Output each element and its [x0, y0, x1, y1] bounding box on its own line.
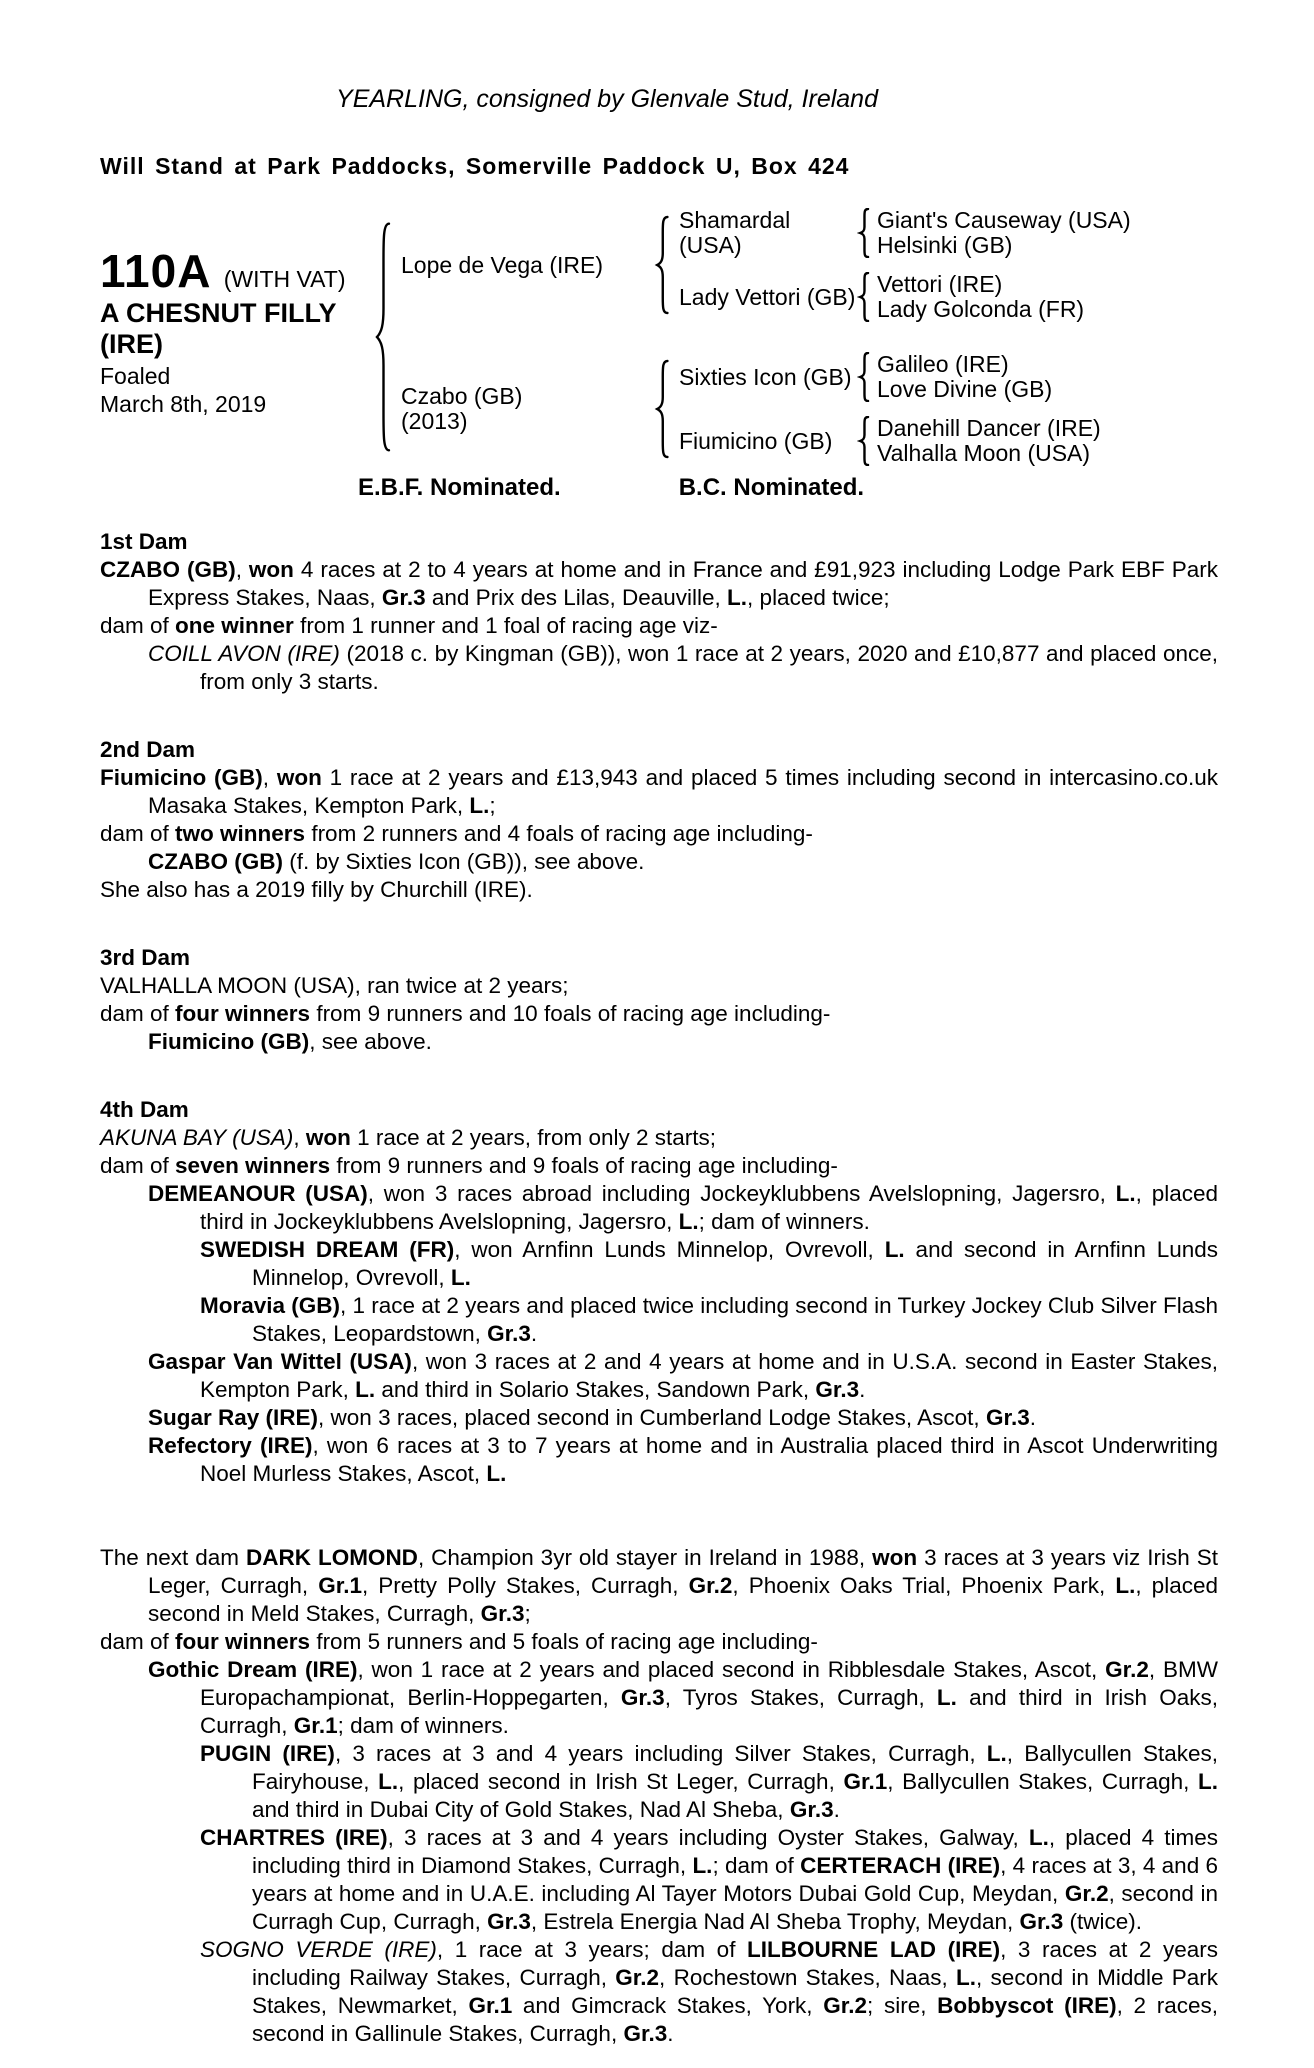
text-run: four winners: [175, 1001, 311, 1026]
text-run: ; dam of winners.: [337, 1713, 509, 1738]
text-run: , Rochestown Stakes, Naas,: [659, 1965, 957, 1990]
catalog-paragraph: [100, 1152, 1218, 1180]
text-run: Gr.3: [1019, 1909, 1064, 1934]
brace-icon: [857, 352, 870, 402]
lot-vat-note: (WITH VAT): [223, 265, 346, 292]
catalog-paragraph: [100, 876, 1218, 904]
catalog-paragraph: [100, 1028, 1218, 1056]
text-run: SOGNO VERDE (IRE): [200, 1937, 437, 1962]
text-run: LILBOURNE LAD (IRE): [747, 1937, 1001, 1962]
great-grandparents-pair: [870, 272, 1084, 322]
text-run: Gr.3: [985, 1405, 1030, 1430]
text-run: from 5 runners and 5 foals of racing age including-: [310, 1629, 818, 1654]
text-run: , won 3 races at 2 and 4 years at home and in U.S.A. second in Easter Stakes, Kempton Park,: [200, 1349, 1218, 1402]
bc-nominated-label: B.C. Nominated.: [678, 474, 865, 501]
text-run: , 3 races at 3 and 4 years including Silver Stakes, Curragh,: [334, 1741, 987, 1766]
text-run: , 3 races at 3 and 4 years including Oyster Stakes, Galway,: [387, 1825, 1029, 1850]
grandsire-branch: [670, 352, 1101, 402]
text-run: dam of: [100, 1001, 176, 1026]
text-run: 1 race at 2 years, from only 2 starts;: [350, 1125, 717, 1150]
text-run: L.: [936, 1685, 957, 1710]
text-run: L.: [1115, 1181, 1136, 1206]
text-run: won: [248, 557, 294, 582]
catalog-paragraph: [100, 820, 1218, 848]
stand-location-line: Will Stand at Park Paddocks, Somerville Paddock U, Box 424: [100, 153, 850, 179]
dam-section: [100, 1544, 1218, 2048]
text-run: Gr.3: [623, 2021, 668, 2046]
text-run: Gr.3: [487, 1909, 531, 1934]
text-run: Moravia (GB): [200, 1293, 341, 1318]
text-run: CZABO (GB): [100, 557, 236, 582]
text-run: , won Arnfinn Lunds Minnelop, Ovrevoll,: [454, 1237, 885, 1262]
brace-icon: [372, 219, 392, 455]
catalog-paragraph: [100, 1628, 1218, 1656]
text-run: dam of: [100, 1153, 176, 1178]
text-run: , Pretty Polly Stakes, Curragh,: [361, 1573, 689, 1598]
text-run: , 1 race at 2 years and placed twice including second in Turkey Jockey Club Silver Flash Stakes, Leopardstown,: [252, 1293, 1218, 1346]
text-run: won: [276, 765, 322, 790]
great-grandparent-name: Galileo (IRE): [877, 351, 1009, 377]
text-run: ; sire,: [867, 1993, 938, 2018]
text-run: .: [833, 1797, 840, 1822]
text-run: COILL AVON (IRE): [148, 641, 340, 666]
lot-number: 110A: [100, 244, 212, 297]
text-run: L.: [884, 1237, 905, 1262]
text-run: SWEDISH DREAM (FR): [200, 1237, 455, 1262]
catalog-paragraph: [100, 1236, 1218, 1292]
text-run: (f. by Sixties Icon (GB)), see above.: [282, 849, 645, 874]
text-run: four winners: [175, 1629, 311, 1654]
text-run: and third in Solario Stakes, Sandown Park,: [375, 1377, 816, 1402]
nominations-row: [100, 474, 1218, 502]
catalog-paragraph: [100, 640, 1218, 696]
text-run: Gr.1: [468, 1993, 513, 2018]
text-run: Fiumicino (GB): [148, 1029, 310, 1054]
text-run: L.: [1198, 1769, 1218, 1794]
text-run: , 1 race at 3 years; dam of: [436, 1937, 748, 1962]
catalog-paragraph: [100, 1404, 1218, 1432]
great-grandparent-name: Vettori (IRE): [877, 271, 1003, 297]
text-run: ,: [293, 1125, 306, 1150]
section-heading: 4th Dam: [100, 1097, 189, 1122]
text-run: and Gimcrack Stakes, York,: [512, 1993, 824, 2018]
text-run: Gr.3: [480, 1601, 525, 1626]
horse-name-line2: (IRE): [100, 328, 163, 359]
text-run: , won 6 races at 3 to 7 years at home and in Australia placed third in Ascot Underwriting Noel Murless Stakes, Ascot,: [200, 1433, 1218, 1486]
text-run: Gr.2: [688, 1573, 733, 1598]
granddam-branch: [670, 272, 1131, 322]
foaled-label: Foaled: [100, 362, 171, 389]
text-run: Refectory (IRE): [148, 1433, 313, 1458]
text-run: , placed second in Irish St Leger, Curragh,: [398, 1769, 844, 1794]
text-run: Bobbyscot (IRE): [937, 1993, 1117, 2018]
text-run: from 1 runner and 1 foal of racing age viz-: [293, 613, 718, 638]
text-run: dam of: [100, 1629, 176, 1654]
text-run: .: [667, 2021, 674, 2046]
text-run: , won 3 races, placed second in Cumberland Lodge Stakes, Ascot,: [318, 1405, 986, 1430]
text-run: won: [305, 1125, 351, 1150]
text-run: ;: [524, 1601, 531, 1626]
text-run: ;: [489, 793, 496, 818]
sire-name: Lope de Vega (IRE): [401, 251, 604, 278]
text-run: Gr.3: [789, 1797, 834, 1822]
pedigree-parents-column: [392, 208, 1131, 466]
brace-icon: [857, 208, 870, 258]
text-run: won: [872, 1545, 918, 1570]
text-run: Gr.2: [1105, 1657, 1149, 1682]
dam-name: [392, 384, 653, 434]
text-run: , placed third in Jockeyklubbens Avelslopning, Jagersro,: [200, 1181, 1218, 1234]
catalog-paragraph: [100, 848, 1218, 876]
catalog-paragraph: [100, 1000, 1218, 1028]
catalog-paragraph: [100, 1824, 1218, 1936]
brace-icon: [857, 272, 870, 322]
text-run: Gr.1: [318, 1573, 362, 1598]
text-run: , won 3 races abroad including Jockeyklubbens Avelslopning, Jagersro,: [367, 1181, 1116, 1206]
text-run: VALHALLA MOON (USA), ran twice at 2 years;: [100, 973, 569, 998]
catalog-paragraph: [100, 1180, 1218, 1236]
catalog-paragraph: [100, 612, 1218, 640]
dam-section: [100, 528, 1218, 696]
text-run: Gr.2: [615, 1965, 660, 1990]
great-grandparent-name: Helsinki (GB): [877, 232, 1013, 258]
dam-year: (2013): [401, 408, 468, 434]
catalog-paragraph: [100, 1292, 1218, 1348]
text-run: , placed second in Meld Stakes, Curragh,: [148, 1573, 1218, 1626]
text-run: L.: [956, 1965, 977, 1990]
text-run: , placed twice;: [747, 585, 890, 610]
text-run: .: [1029, 1405, 1036, 1430]
text-run: from 2 runners and 4 foals of racing age including-: [305, 821, 813, 846]
dam-branch: [392, 352, 1131, 466]
text-run: and second in Arnfinn Lunds Minnelop, Ovrevoll,: [252, 1237, 1219, 1290]
text-run: Gr.1: [843, 1769, 888, 1794]
text-run: L.: [355, 1377, 376, 1402]
text-run: , second in Middle Park Stakes, Newmarket,: [252, 1965, 1218, 2018]
page-title: YEARLING, consigned by Glenvale Stud, Ireland: [336, 85, 878, 113]
text-run: , 2 races, second in Gallinule Stakes, Curragh,: [252, 1993, 1218, 2046]
horse-name: [100, 298, 372, 360]
text-run: ; dam of: [712, 1853, 801, 1878]
granddam-branch: [670, 416, 1101, 466]
text-run: , Champion 3yr old stayer in Ireland in 1988,: [417, 1545, 873, 1570]
text-run: 4 races at 2 to 4 years at home and in France and £91,923 including Lodge Park EBF Park Express Stakes, Naas,: [148, 557, 1218, 610]
text-run: , placed 4 times including third in Diamond Stakes, Curragh,: [252, 1825, 1218, 1878]
text-run: , Ballycullen Stakes, Curragh,: [887, 1769, 1198, 1794]
catalog-paragraph: [100, 1432, 1218, 1488]
text-run: , 4 races at 3, 4 and 6 years at home and in U.A.E. including Al Tayer Motors Dubai Gold Cup, Meydan,: [252, 1853, 1219, 1906]
catalog-paragraph: [100, 972, 1218, 1000]
text-run: , Phoenix Oaks Trial, Phoenix Park,: [732, 1573, 1116, 1598]
catalog-paragraph: [100, 1656, 1218, 1740]
foaled-info: [100, 362, 372, 418]
great-grandparents-pair: [870, 416, 1101, 466]
text-run: AKUNA BAY (USA): [100, 1125, 294, 1150]
lot-number-row: [100, 244, 372, 297]
great-grandparent-name: Lady Golconda (FR): [877, 296, 1085, 322]
text-run: , second in Curragh Cup, Curragh,: [252, 1881, 1218, 1934]
dam-name-line: Czabo (GB): [401, 383, 523, 409]
text-run: L.: [486, 1461, 507, 1486]
lot-info: [100, 244, 372, 418]
text-run: 1 race at 2 years and £13,943 and placed 5 times including second in intercasino.co.uk Masaka Stakes, Kempton Park,: [148, 765, 1218, 818]
text-run: , Ballycullen Stakes, Fairyhouse,: [252, 1741, 1218, 1794]
granddam-name: Lady Vettori (GB): [679, 283, 856, 310]
text-run: L.: [1028, 1825, 1049, 1850]
text-run: and third in Dubai City of Gold Stakes, Nad Al Sheba,: [252, 1797, 790, 1822]
pedigree-tree: [372, 208, 1218, 466]
dam-grandparents-column: [670, 352, 1101, 466]
text-run: She also has a 2019 filly by Churchill (IRE).: [100, 877, 533, 902]
text-run: Fiumicino (GB): [100, 765, 263, 790]
brace-icon: [653, 215, 670, 315]
pedigree-block: [100, 208, 1218, 466]
text-run: PUGIN (IRE): [200, 1741, 335, 1766]
text-run: , 3 races at 2 years including Railway Stakes, Curragh,: [252, 1937, 1219, 1990]
text-run: L.: [692, 1853, 713, 1878]
text-run: .: [530, 1321, 538, 1346]
catalog-body: [100, 528, 1218, 2048]
great-grandparent-name: Giant's Causeway (USA): [877, 207, 1131, 233]
section-heading: 3rd Dam: [100, 945, 191, 970]
text-run: dam of: [100, 613, 176, 638]
text-run: seven winners: [175, 1153, 331, 1178]
sire-branch: [392, 208, 1131, 322]
text-run: Gr.1: [293, 1713, 338, 1738]
text-run: DARK LOMOND: [245, 1545, 418, 1570]
text-run: (2018 c. by Kingman (GB)), won 1 race at 2 years, 2020 and £10,877 and placed once, from only 3 starts.: [200, 641, 1218, 694]
text-run: L.: [450, 1265, 471, 1290]
text-run: ; dam of winners.: [698, 1209, 870, 1234]
dam-section: [100, 736, 1218, 904]
horse-name-line1: A CHESNUT FILLY: [100, 297, 337, 328]
text-run: CERTERACH (IRE): [800, 1853, 1001, 1878]
grandsire-name: Shamardal (USA): [679, 207, 791, 258]
text-run: CZABO (GB): [148, 849, 283, 874]
text-run: L.: [469, 793, 490, 818]
catalog-paragraph: [100, 1740, 1218, 1824]
ebf-nominated-label: E.B.F. Nominated.: [358, 474, 561, 501]
text-run: one winner: [175, 613, 294, 638]
text-run: Gr.3: [381, 585, 426, 610]
granddam-name: Fiumicino (GB): [679, 427, 833, 454]
text-run: Gr.3: [815, 1377, 860, 1402]
grandsire-name: Sixties Icon (GB): [679, 363, 852, 390]
great-grandparent-name: Valhalla Moon (USA): [877, 440, 1091, 466]
great-grandparents-pair: [870, 208, 1131, 258]
text-run: and Prix des Lilas, Deauville,: [425, 585, 728, 610]
text-run: , BMW Europachampionat, Berlin-Hoppegarten,: [200, 1657, 1218, 1710]
text-run: Gr.3: [620, 1685, 665, 1710]
text-run: L.: [727, 585, 748, 610]
great-grandparent-name: Danehill Dancer (IRE): [877, 415, 1101, 441]
catalog-paragraph: [100, 1348, 1218, 1404]
text-run: , see above.: [309, 1029, 432, 1054]
text-run: from 9 runners and 9 foals of racing age including-: [330, 1153, 838, 1178]
brace-icon: [653, 359, 670, 459]
brace-icon: [857, 416, 870, 466]
text-run: ,: [235, 557, 249, 582]
dam-section: [100, 1096, 1218, 1488]
text-run: .: [859, 1377, 866, 1402]
catalog-paragraph: [100, 764, 1218, 820]
text-run: L.: [678, 1209, 699, 1234]
text-run: , won 1 race at 2 years and placed second in Ribblesdale Stakes, Ascot,: [357, 1657, 1106, 1682]
text-run: 3 races at 3 years viz Irish St Leger, Curragh,: [148, 1545, 1219, 1598]
text-run: DEMEANOUR (USA): [148, 1181, 368, 1206]
catalog-paragraph: [100, 1124, 1218, 1152]
text-run: Gr.2: [823, 1993, 868, 2018]
catalog-paragraph: [100, 556, 1218, 612]
text-run: The next dam: [100, 1545, 246, 1570]
text-run: L.: [378, 1769, 399, 1794]
dam-section: [100, 944, 1218, 1056]
text-run: , Estrela Energia Nad Al Sheba Trophy, Meydan,: [530, 1909, 1020, 1934]
text-run: (twice).: [1063, 1909, 1143, 1934]
foaled-date: March 8th, 2019: [100, 390, 267, 417]
section-heading: 1st Dam: [100, 529, 188, 554]
catalog-paragraph: [100, 1936, 1218, 2048]
text-run: CHARTRES (IRE): [200, 1825, 388, 1850]
text-run: two winners: [175, 821, 306, 846]
text-run: and third in Irish Oaks, Curragh,: [200, 1685, 1219, 1738]
text-run: Gothic Dream (IRE): [148, 1657, 358, 1682]
sire-grandparents-column: [670, 208, 1131, 322]
text-run: Gaspar Van Wittel (USA): [148, 1349, 412, 1374]
text-run: Gr.2: [1064, 1881, 1109, 1906]
text-run: L.: [986, 1741, 1007, 1766]
text-run: , Tyros Stakes, Curragh,: [664, 1685, 937, 1710]
text-run: L.: [1115, 1573, 1136, 1598]
text-run: from 9 runners and 10 foals of racing age including-: [310, 1001, 831, 1026]
great-grandparent-name: Love Divine (GB): [877, 376, 1053, 402]
text-run: Gr.3: [487, 1321, 531, 1346]
grandsire-branch: [670, 208, 1131, 258]
text-run: dam of: [100, 821, 176, 846]
text-run: ,: [262, 765, 277, 790]
text-run: Sugar Ray (IRE): [148, 1405, 319, 1430]
catalog-paragraph: [100, 1544, 1218, 1628]
great-grandparents-pair: [870, 352, 1052, 402]
section-heading: 2nd Dam: [100, 737, 196, 762]
